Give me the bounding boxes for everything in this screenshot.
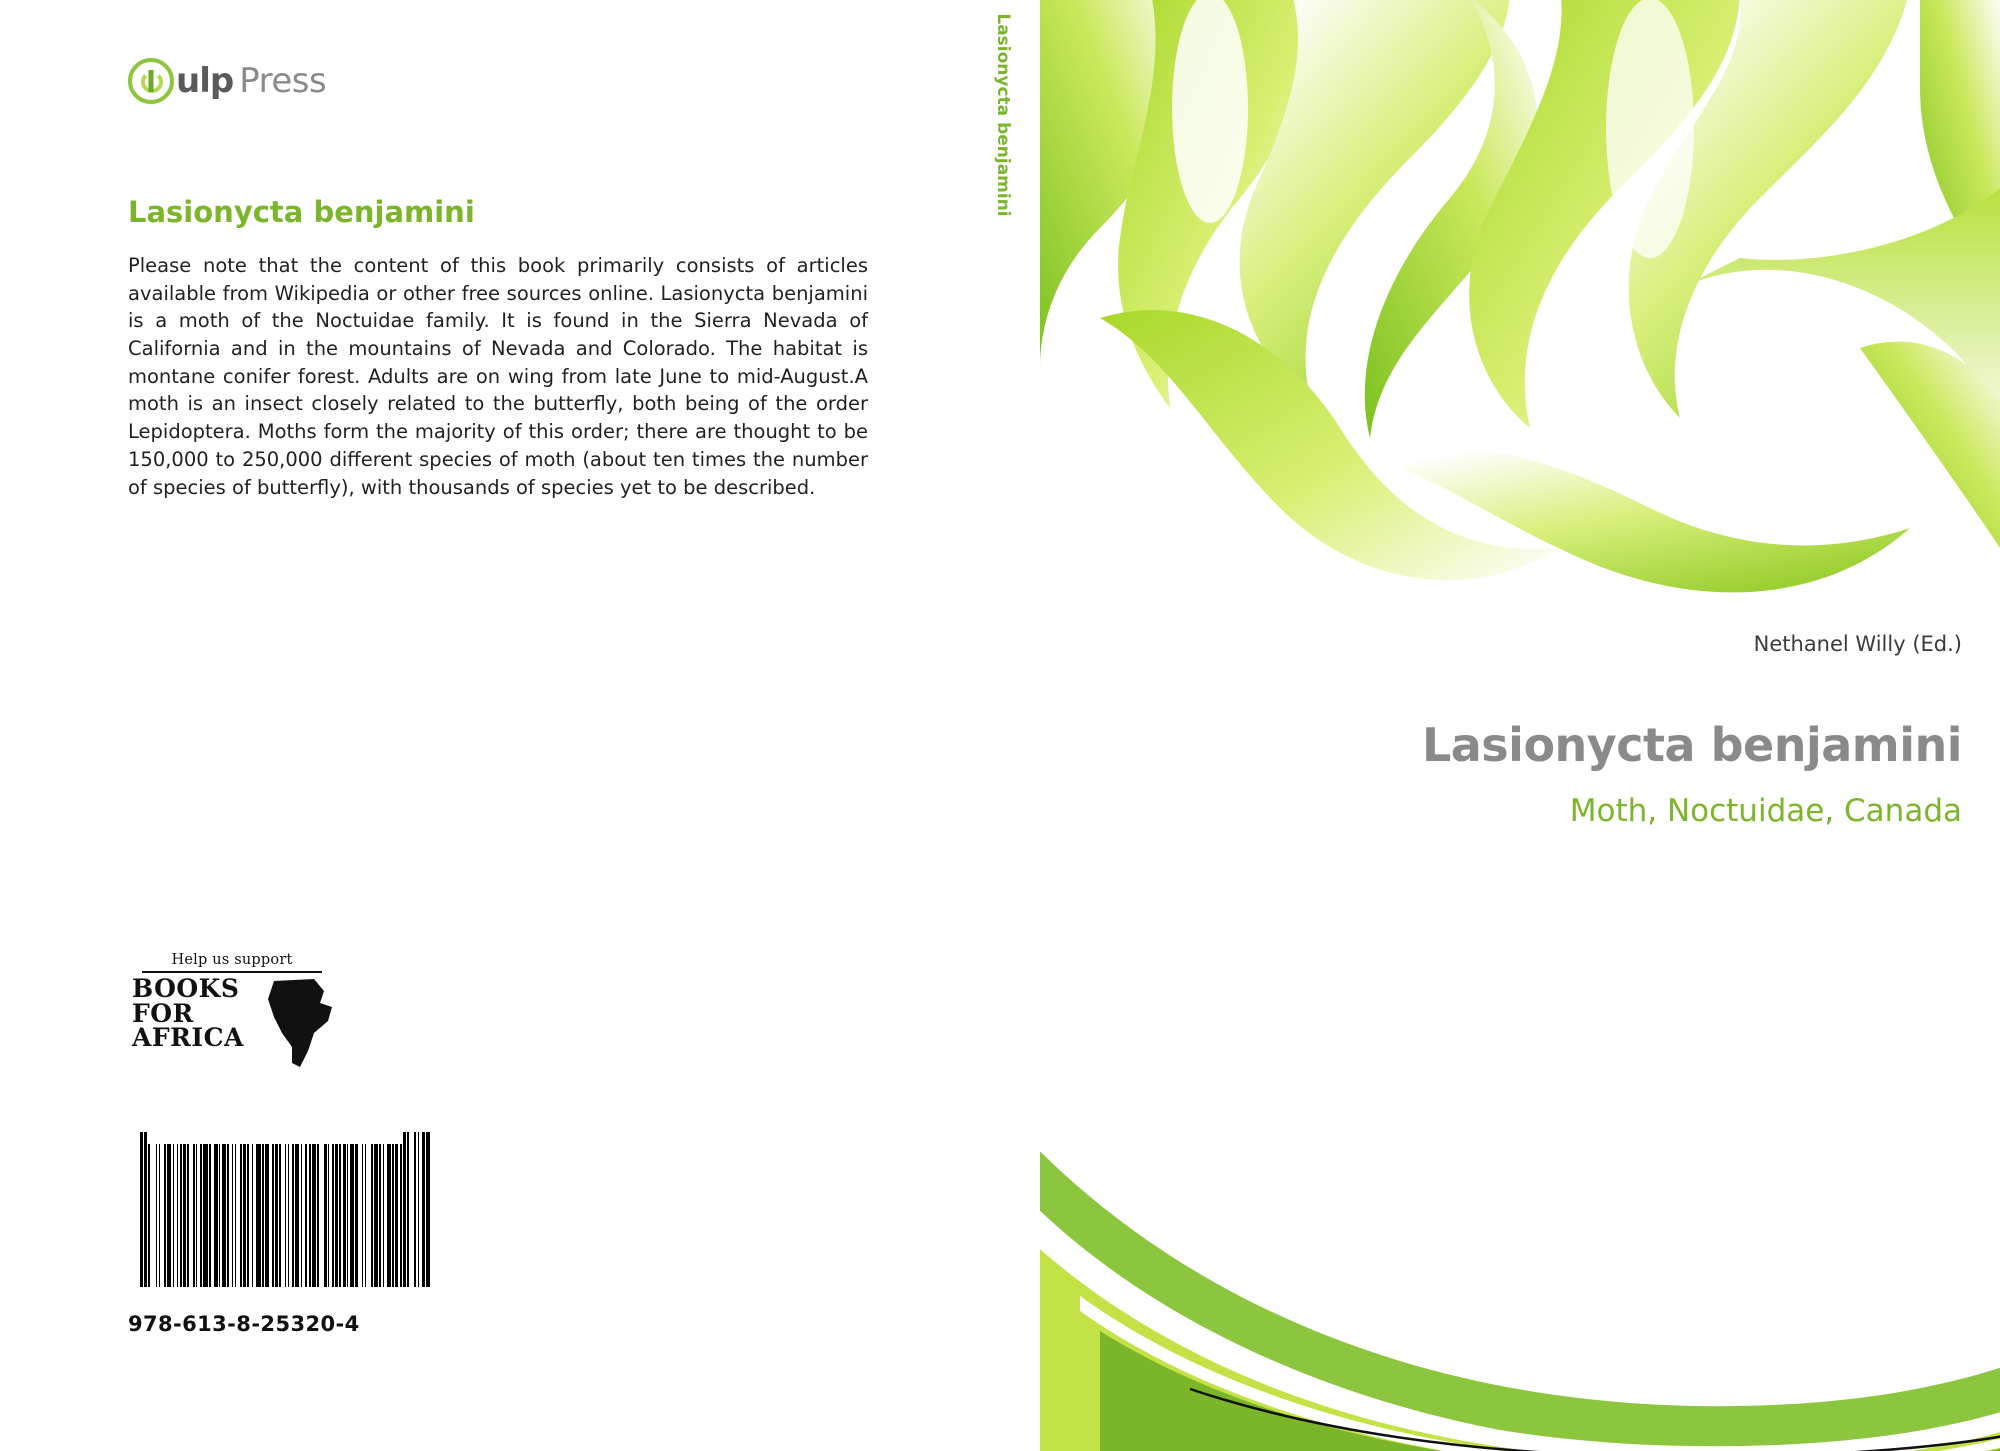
back-cover-blurb: Please note that the content of this book primarily consists of articles available from Wikipedia or other free sources online. Lasionycta benjamini is a moth of the Noctuidae family. It is found in the Sierra Nevada of California and in the mountains of Nevada and Colorado. The habitat is montane conifer forest. Adults are on wing from late June to mid-August.A moth is an insect closely related to the butterfly, both being of the order Lepidoptera. Moths form the majority of this order; there are thought to be 150,000 to 250,000 different species of moth (about ten times the number of species of butterfly), with thousands of species yet to be described. (128, 254, 868, 499)
front-cover-subtitle: Moth, Noctuidae, Canada (1569, 793, 1962, 829)
books-for-africa-divider (142, 971, 322, 973)
books-for-africa-line2: FOR (132, 998, 194, 1028)
front-cover-author: Nethanel Willy (Ed.) (1753, 632, 1962, 656)
back-cover (0, 0, 985, 1451)
publisher-logo-back (128, 58, 326, 104)
ulp-circle-logo-icon (128, 58, 174, 104)
front-cover-title: Lasionycta benjamini (1421, 718, 1962, 772)
books-for-africa-line1: BOOKS (132, 974, 240, 1003)
isbn-number: 978-613-8-25320-4 (128, 1312, 360, 1336)
bottom-swoosh-graphic (1040, 1121, 2000, 1451)
abstract-green-ribbons-graphic (1040, 0, 2000, 618)
barcode (140, 1132, 430, 1287)
spine-title: Lasionycta benjamini (992, 13, 1013, 217)
books-for-africa-help-text: Help us support (171, 952, 293, 968)
front-cover (1040, 0, 2000, 1451)
cover-artwork (1040, 0, 2000, 618)
publisher-name-press: Press (239, 61, 327, 101)
books-for-africa-logo (132, 952, 332, 1067)
publisher-name-ulp: ulp (176, 61, 234, 101)
africa-map-icon (262, 977, 340, 1069)
back-cover-title: Lasionycta benjamini (128, 195, 475, 229)
swoosh-ribbons (1040, 1121, 2000, 1451)
book-spine (985, 0, 1040, 1451)
books-for-africa-line3: AFRICA (132, 1023, 244, 1052)
